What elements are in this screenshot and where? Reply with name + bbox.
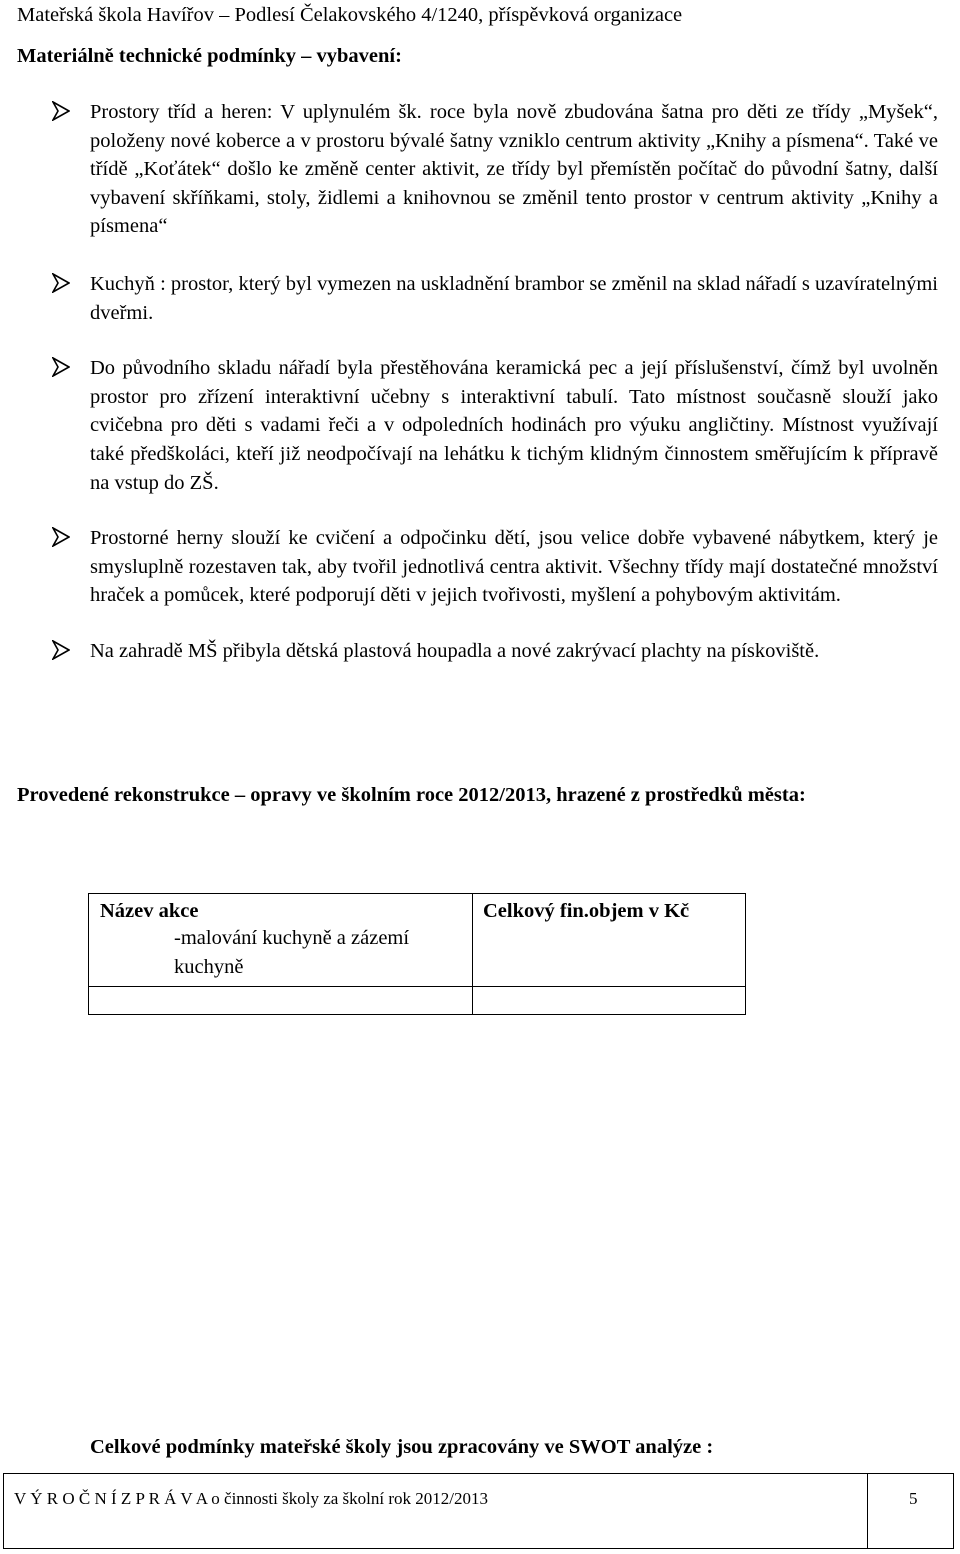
arrowhead-bullet-icon xyxy=(52,273,70,293)
list-item xyxy=(52,637,938,666)
empty-cell xyxy=(89,987,473,1015)
bullet-text: Prostory tříd a heren: V uplynulém šk. roce byla nově zbudována šatna pro děti ze třídy „Myšek“, položeny nové koberce a v prostoru bývalé šatny vzniklo centrum aktivity „Knihy a písmena“. Také ve třídě „Koťátek“ došlo ke změně center aktivit, ze třídy byl přemístěn počítač do původní šatny, další vybavení skříňkami, stoly, židlemi a knihovnou se změnil tento prostor v centrum aktivity „Knihy a písmena“ xyxy=(90,101,938,238)
column-header-cost: Celkový fin.objem v Kč xyxy=(483,900,690,922)
arrowhead-bullet-icon xyxy=(52,101,70,121)
list-item xyxy=(52,98,938,241)
reconstruction-title: Provedené rekonstrukce – opravy ve školním roce 2012/2013, hrazené z prostředků města: xyxy=(17,784,806,806)
table-row xyxy=(89,987,746,1015)
page-number: 5 xyxy=(909,1489,918,1508)
arrowhead-bullet-icon xyxy=(52,357,70,377)
table-cell-name xyxy=(89,894,473,987)
footer-report-title: V Ý R O Č N Í Z P R Á V A o činnosti školy za školní rok 2012/2013 xyxy=(14,1489,488,1508)
page-header: Mateřská škola Havířov – Podlesí Čelakovského 4/1240, příspěvková organizace xyxy=(17,4,683,26)
bullet-text: Kuchyň : prostor, který byl vymezen na uskladnění brambor se změnil na sklad nářadí s uzavíratelnými dveřmi. xyxy=(90,272,938,324)
arrowhead-bullet-icon xyxy=(52,640,70,660)
list-item xyxy=(52,524,938,610)
bullet-text: Prostorné herny slouží ke cvičení a odpočinku dětí, jsou velice dobře vybavené nábytkem, který je smysluplně rozestaven tak, aby tvořil jednotlivá centra aktivit. Všechny třídy mají dostatečné množství hraček a pomůcek, které podporují děti v jejich tvořivosti, myšlení a pohybovým aktivitám. xyxy=(90,527,938,607)
cost-table xyxy=(88,893,746,1015)
action-name: -malování kuchyně a zázemí kuchyně xyxy=(174,927,410,978)
bullet-text: Na zahradě MŠ přibyla dětská plastová houpadla a nové zakrývací plachty na pískoviště. xyxy=(90,639,820,662)
bullet-list xyxy=(52,98,938,666)
column-header-name: Název akce xyxy=(100,900,199,922)
list-item xyxy=(52,354,938,497)
page-footer xyxy=(3,1473,954,1549)
swot-title: Celkové podmínky mateřské školy jsou zpracovány ve SWOT analýze : xyxy=(90,1436,714,1458)
empty-cell xyxy=(473,987,746,1015)
footer-divider xyxy=(867,1474,868,1548)
table-row xyxy=(89,894,746,987)
table-cell-cost xyxy=(473,894,746,987)
arrowhead-bullet-icon xyxy=(52,527,70,547)
list-item xyxy=(52,270,938,327)
bullet-text: Do původního skladu nářadí byla přestěhována keramická pec a její příslušenství, čímž byl uvolněn prostor pro zřízení interaktivní učebny s interaktivní tabulí. Tato místnost současně slouží jako cvičebna pro děti s vadami řeči a v odpoledních hodinách pro výuku angličtiny. Místnost využívají také předškoláci, kteří již neodpočívají na lehátku k tichým klidným činnostem směřujícím k přípravě na vstup do ZŠ. xyxy=(90,357,938,494)
section-title: Materiálně technické podmínky – vybavení: xyxy=(17,45,402,67)
